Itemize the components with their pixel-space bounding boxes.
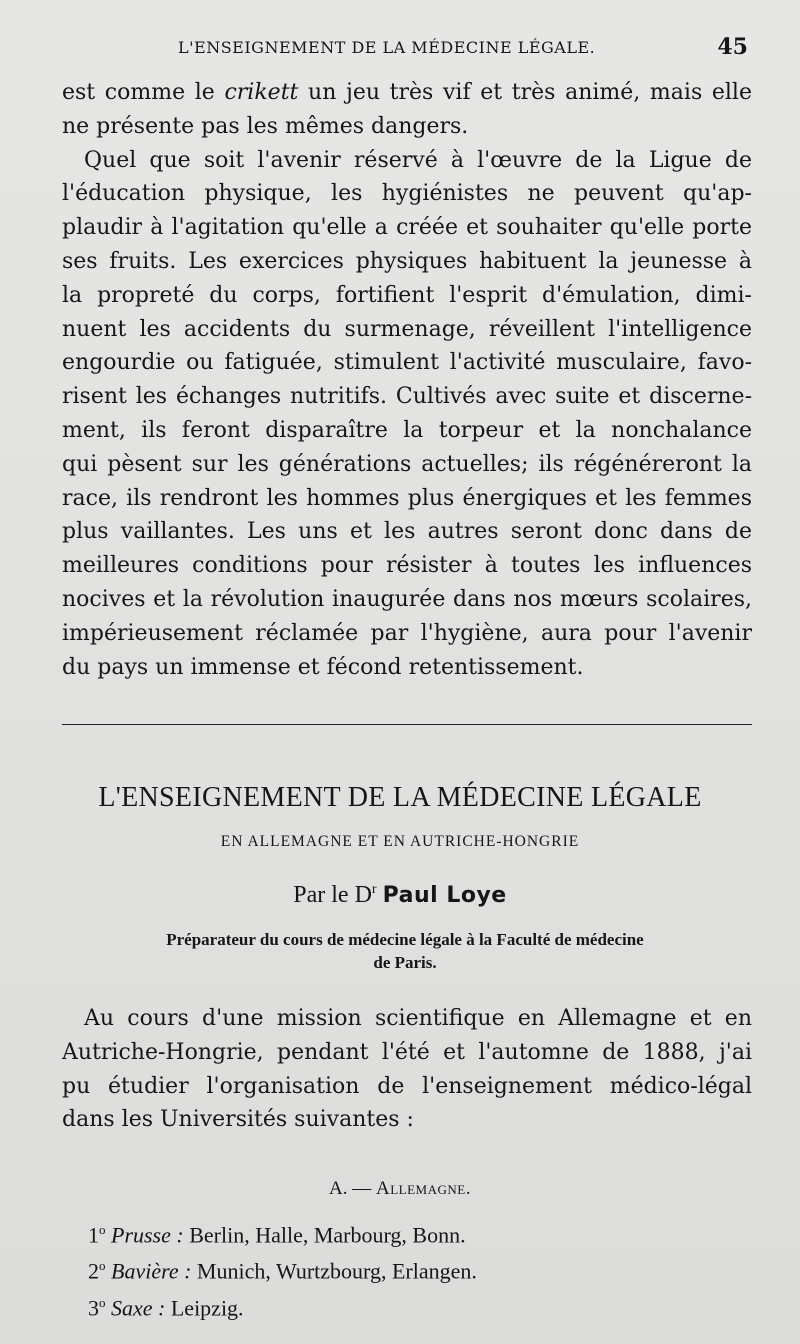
text-line: risent les échanges nutritifs. Cultivés avec suite et discerne-	[62, 384, 752, 410]
intro-paragraph	[62, 1002, 752, 1137]
text-line: race, ils rendront les hommes plus énergiques et les femmes	[62, 485, 752, 511]
section-heading: A. — Allemagne.	[329, 1178, 471, 1199]
text-line: plaudir à l'agitation qu'elle a créée et souhaiter qu'elle porte	[62, 215, 752, 241]
text-line: l'éducation physique, les hygiénistes ne peuvent qu'ap-	[62, 181, 752, 207]
text-line: nuent les accidents du surmenage, réveillent l'intelligence	[62, 316, 752, 342]
university-list	[88, 1214, 477, 1323]
list-item: 3$^o$ Saxe : Leipzig.	[88, 1294, 244, 1320]
running-head	[0, 34, 800, 64]
page-number: 45	[717, 34, 748, 60]
text-line: engourdie ou fatiguée, stimulent l'activité musculaire, favo-	[62, 350, 752, 376]
article-subtitle: EN ALLEMAGNE ET EN AUTRICHE-HONGRIE	[220, 833, 580, 850]
text-line: ne présente pas les mêmes dangers.	[62, 113, 469, 139]
running-title: L'ENSEIGNEMENT DE LA MÉDECINE LÉGALE.	[178, 38, 596, 57]
text-line: plus vaillantes. Les uns et les autres seront donc dans de	[62, 519, 752, 545]
continued-paragraph	[62, 76, 752, 684]
text-line: ses fruits. Les exercices physiques habituent la jeunesse à	[62, 248, 752, 274]
text-line: Autriche-Hongrie, pendant l'été et l'automne de 1888, j'ai	[62, 1039, 752, 1065]
italic-term: crikett	[224, 80, 299, 105]
text-line: est comme le crikett un jeu très vif et très animé, mais elle	[62, 80, 752, 105]
list-item: 1$^o$ Prusse : Berlin, Halle, Marbourg, Bonn.	[88, 1222, 466, 1248]
text-line: la propreté du corps, fortifient l'esprit d'émulation, dimi-	[62, 282, 752, 308]
article-title: L'ENSEIGNEMENT DE LA MÉDECINE LÉGALE	[98, 782, 702, 813]
text-line: nocives et la révolution inaugurée dans nos mœurs scolaires,	[62, 586, 752, 612]
text-line: meilleures conditions pour résister à toutes les influences	[62, 553, 752, 579]
list-item: 2$^o$ Bavière : Munich, Wurtzbourg, Erlangen.	[88, 1258, 477, 1284]
author-name: Paul Loye	[382, 883, 507, 908]
text-line: pu étudier l'organisation de l'enseignement médico-légal	[62, 1073, 752, 1099]
text-line: dans les Universités suivantes :	[62, 1107, 414, 1133]
author-line: Par le $D^r$ Paul Loye	[293, 882, 507, 908]
text-line: Quel que soit l'avenir réservé à l'œuvre de la Ligue de	[84, 147, 752, 173]
author-affiliation: Préparateur du cours de médecine légale à la Faculté de médecine de Paris.	[166, 930, 644, 972]
text-line: du pays un immense et fécond retentissement.	[62, 654, 584, 680]
text-line: Au cours d'une mission scientifique en Allemagne et en	[84, 1006, 752, 1031]
text-line: qui pèsent sur les générations actuelles; ils régénéreront la	[62, 451, 752, 477]
section-divider	[62, 724, 752, 725]
text-line: impérieusement réclamée par l'hygiène, aura pour l'avenir	[62, 620, 752, 646]
text-line: ment, ils feront disparaître la torpeur et la nonchalance	[62, 417, 752, 443]
